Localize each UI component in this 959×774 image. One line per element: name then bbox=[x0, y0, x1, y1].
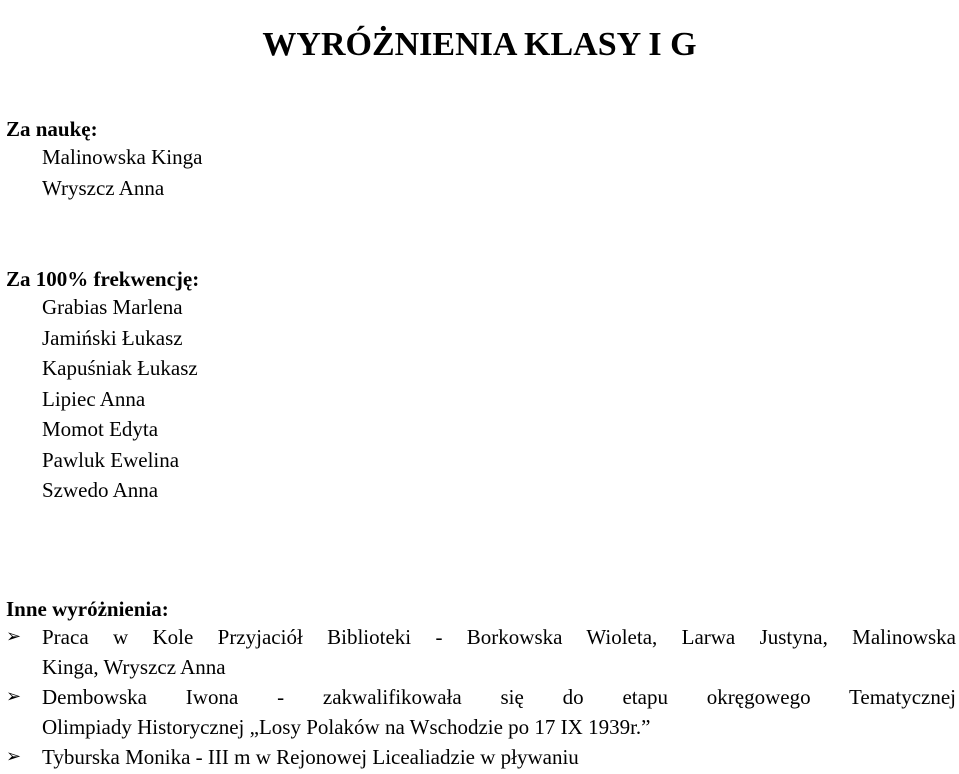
list-item: Wryszcz Anna bbox=[42, 175, 165, 200]
frekwencja-name-list bbox=[42, 292, 198, 506]
inne-bullet-list bbox=[6, 622, 956, 772]
list-item: Malinowska Kinga bbox=[42, 145, 203, 169]
list-item: Grabias Marlena bbox=[42, 295, 183, 319]
list-item bbox=[6, 622, 956, 682]
list-item: Jamiński Łukasz bbox=[42, 325, 183, 350]
list-item bbox=[6, 742, 956, 772]
award-text-line: Praca w Kole Przyjaciół Biblioteki - Borkowska Wioleta, Larwa Justyna, Malinowska bbox=[42, 625, 956, 649]
arrow-bullet-icon: ➢ bbox=[6, 626, 22, 647]
section-heading-inne: Inne wyróżnienia: bbox=[6, 597, 169, 621]
award-text-line: Tyburska Monika - III m w Rejonowej Licealiadzie w pływaniu bbox=[42, 745, 579, 769]
list-item: Kapuśniak Łukasz bbox=[42, 356, 198, 380]
award-text-line: Dembowska Iwona - zakwalifikowała się do etapu okręgowego Tematycznej bbox=[42, 685, 956, 709]
section-heading-nauka: Za naukę: bbox=[6, 117, 98, 141]
page-title: WYRÓŻNIENIA KLASY I G bbox=[262, 25, 697, 63]
section-heading-frekwencja: Za 100% frekwencję: bbox=[6, 267, 200, 291]
arrow-bullet-icon: ➢ bbox=[6, 746, 22, 767]
arrow-bullet-icon: ➢ bbox=[6, 686, 22, 707]
list-item: Momot Edyta bbox=[42, 417, 159, 441]
list-item: Szwedo Anna bbox=[42, 478, 159, 502]
nauka-name-list bbox=[42, 142, 202, 203]
list-item: Pawluk Ewelina bbox=[42, 447, 180, 472]
list-item bbox=[6, 682, 956, 742]
award-text-line: Olimpiady Historycznej „Losy Polaków na Wschodzie po 17 IX 1939r.” bbox=[42, 715, 651, 739]
list-item: Lipiec Anna bbox=[42, 386, 146, 411]
award-text-line: Kinga, Wryszcz Anna bbox=[42, 655, 226, 679]
